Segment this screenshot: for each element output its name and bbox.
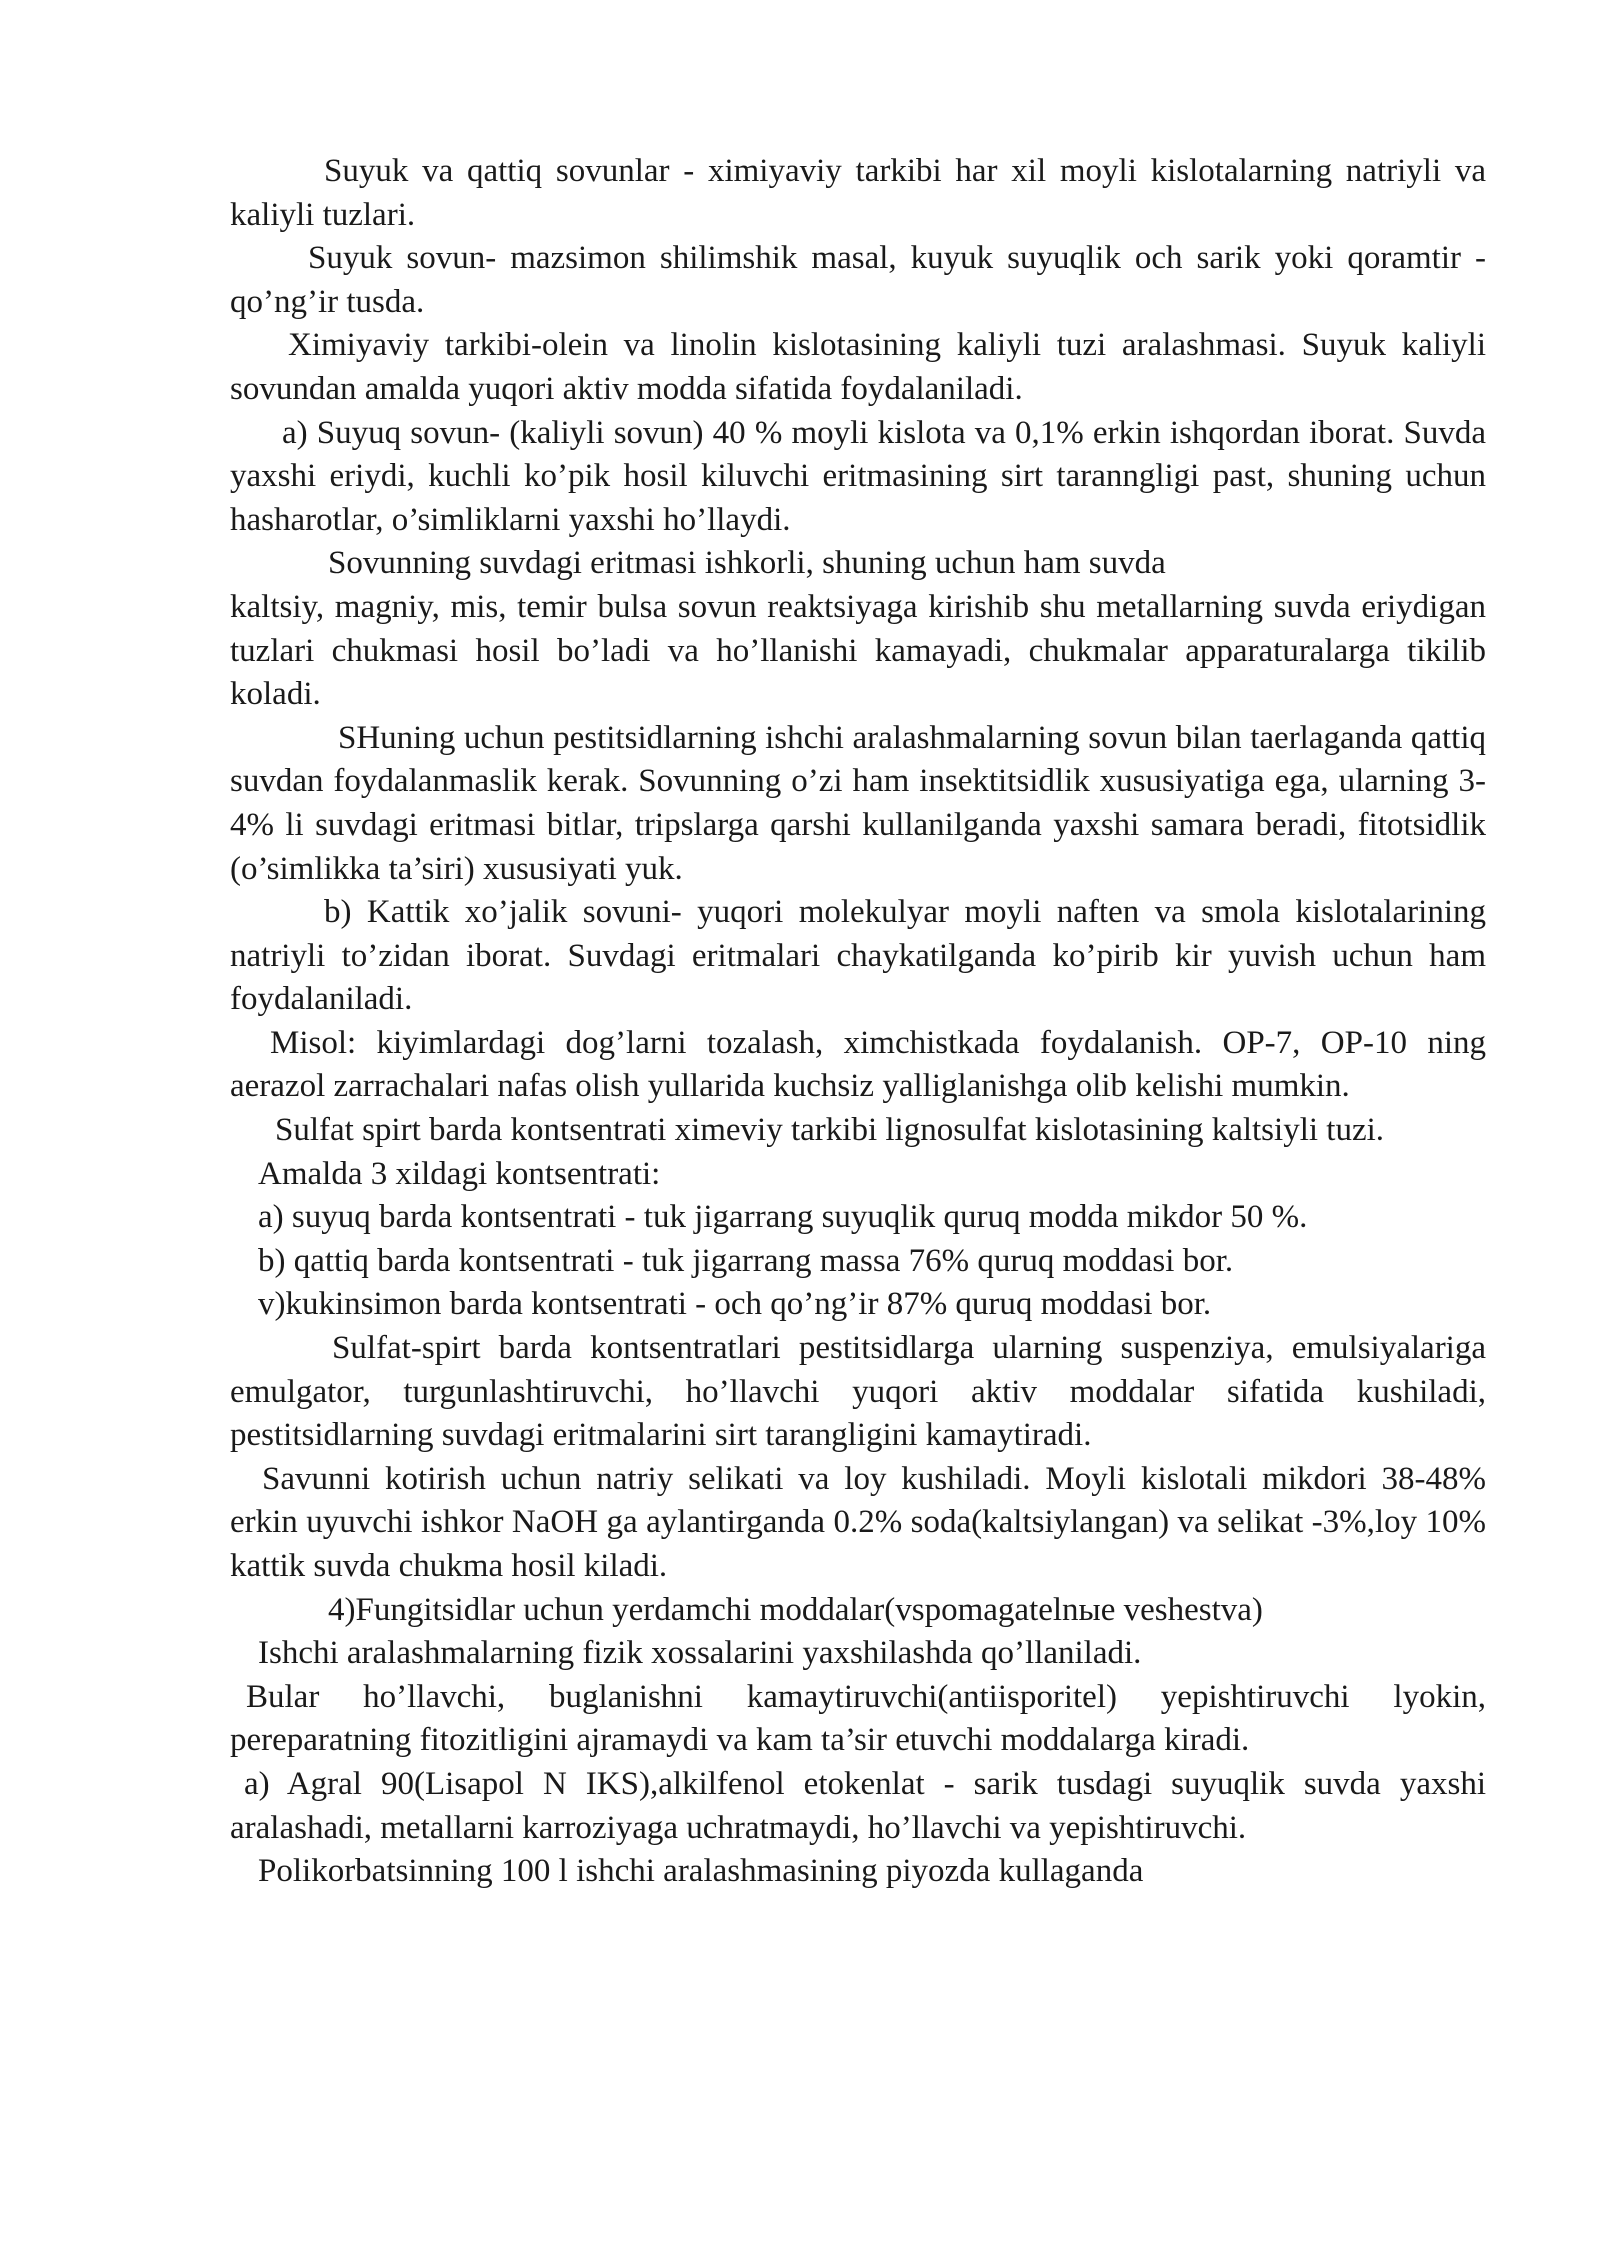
paragraph-auxiliaries-purpose: Ishchi aralashmalarning fizik xossalarini yaxshilashda qo’llaniladi. <box>258 1635 1142 1672</box>
paragraph-metals-reaction: kaltsiy, magniy, mis, temir bulsa sovun reaktsiyaga kirishib shu metallarning suvda eriydigan tuzlari chukmasi hosil bo’ladi va ho’llanishi kamayadi, chukmalar apparaturalarga tikilib koladi. <box>230 588 1486 713</box>
paragraph-agral-90: a) Agral 90(Lisapol N IKS),alkilfenol etokenlat - sarik tusdagi suyuqlik suvda yaxshi aralashadi, metallarni karroziyaga uchratmaydi, ho’llavchi va yepishtiruvchi. <box>230 1765 1486 1846</box>
paragraph-example: Misol: kiyimlardagi dog’larni tozalash, ximchistkada foydalanish. OP-7, OP-10 ning aerazol zarrachalari nafas olish yullarida kuchsiz yalliglanishga olib kelishi mumkin. <box>230 1024 1486 1105</box>
document-page <box>230 150 1486 1894</box>
paragraph-soaps-definition: Suyuk va qattiq sovunlar - ximiyaviy tarkibi har xil moyli kislotalarning natriyli va kaliyli tuzlari. <box>230 153 1486 233</box>
paragraph-hard-soap-b: b) Kattik xo’jalik sovuni- yuqori molekulyar moyli naften va smola kislotalarining natriyli to’zidan iborat. Suvdagi eritmalari chaykatilganda ko’pirib kir yuvish uchun ham foydalaniladi. <box>230 894 1486 1018</box>
list-item-solid-concentrate: b) qattiq barda kontsentrati - tuk jigarrang massa 76% quruq moddasi bor. <box>258 1242 1234 1279</box>
list-item-powder-concentrate: v)kukinsimon barda kontsentrati - och qo’ng’ir 87% quruq moddasi bor. <box>258 1286 1212 1323</box>
paragraph-soap-hardening: Savunni kotirish uchun natriy selikati va loy kushiladi. Moyli kislotali mikdori 38-48% erkin uyuvchi ishkor NaOH ga aylantirganda 0.2% soda(kaltsiylangan) va selikat -3%,loy 10% kattik suvda chukma hosil kiladi. <box>230 1460 1486 1584</box>
section-heading-fungicide-auxiliaries: 4)Fungitsidlar uchun yerdamchi moddalar(vspomagatelnые veshestva) <box>328 1591 1263 1628</box>
paragraph-sulfite-spirit: Sulfat spirt barda kontsentrati ximeviy tarkibi lignosulfat kislotasining kaltsiyli tuzi. <box>275 1112 1385 1149</box>
paragraph-hard-water-warning: SHuning uchun pestitsidlarning ishchi aralashmalarning sovun bilan taerlaganda qattiq suvdan foydalanmaslik kerak. Sovunning o’zi ham insektitsidlik xususiyatiga ega, ularning 3-4% li suvdagi eritmasi bitlar, tripslarga qarshi kullanilganda yaxshi samara beradi, fitotsidlik (o’simlikka ta’siri) xususiyati yuk. <box>230 719 1486 887</box>
paragraph-solution-alkaline: Sovunning suvdagi eritmasi ishkorli, shuning uchun ham suvda <box>328 545 1166 582</box>
paragraph-liquid-soap-a: a) Suyuq sovun- (kaliyli sovun) 40 % moyli kislota va 0,1% erkin ishqordan iborat. Suvda yaxshi eriydi, kuchli ko’pik hosil kiluvchi eritmasining sirt taranngligi past, shuning uchun hasharotlar, o’simliklarni yaxshi ho’llaydi. <box>230 414 1486 538</box>
paragraph-auxiliaries-types: Bular ho’llavchi, buglanishni kamaytiruvchi(antiisporitel) yepishtiruvchi lyokin, pereparatning fitozitligini ajramaydi va kam ta’sir etuvchi moddalarga kiradi. <box>230 1678 1486 1759</box>
paragraph-polikorbatsin: Polikorbatsinning 100 l ishchi aralashmasining piyozda kullaganda <box>258 1853 1144 1890</box>
paragraph-liquid-soap-appearance: Suyuk sovun- mazsimon shilimshik masal, kuyuk suyuqlik och sarik yoki qoramtir -qo’ng’ir tusda. <box>230 240 1486 320</box>
paragraph-three-types-heading: Amalda 3 xildagi kontsentrati: <box>258 1155 661 1192</box>
list-item-liquid-concentrate: a) suyuq barda kontsentrati - tuk jigarrang suyuqlik quruq modda mikdor 50 %. <box>258 1199 1308 1236</box>
paragraph-chemical-composition: Ximiyaviy tarkibi-olein va linolin kislotasining kaliyli tuzi aralashmasi. Suyuk kaliyli sovundan amalda yuqori aktiv modda sifatida foydalaniladi. <box>230 327 1486 407</box>
paragraph-concentrates-usage: Sulfat-spirt barda kontsentratlari pestitsidlarga ularning suspenziya, emulsiyalariga emulgator, turgunlashtiruvchi, ho’llavchi yuqori aktiv moddalar sifatida kushiladi, pestitsidlarning suvdagi eritmalarini sirt tarangligini kamaytiradi. <box>230 1330 1486 1454</box>
